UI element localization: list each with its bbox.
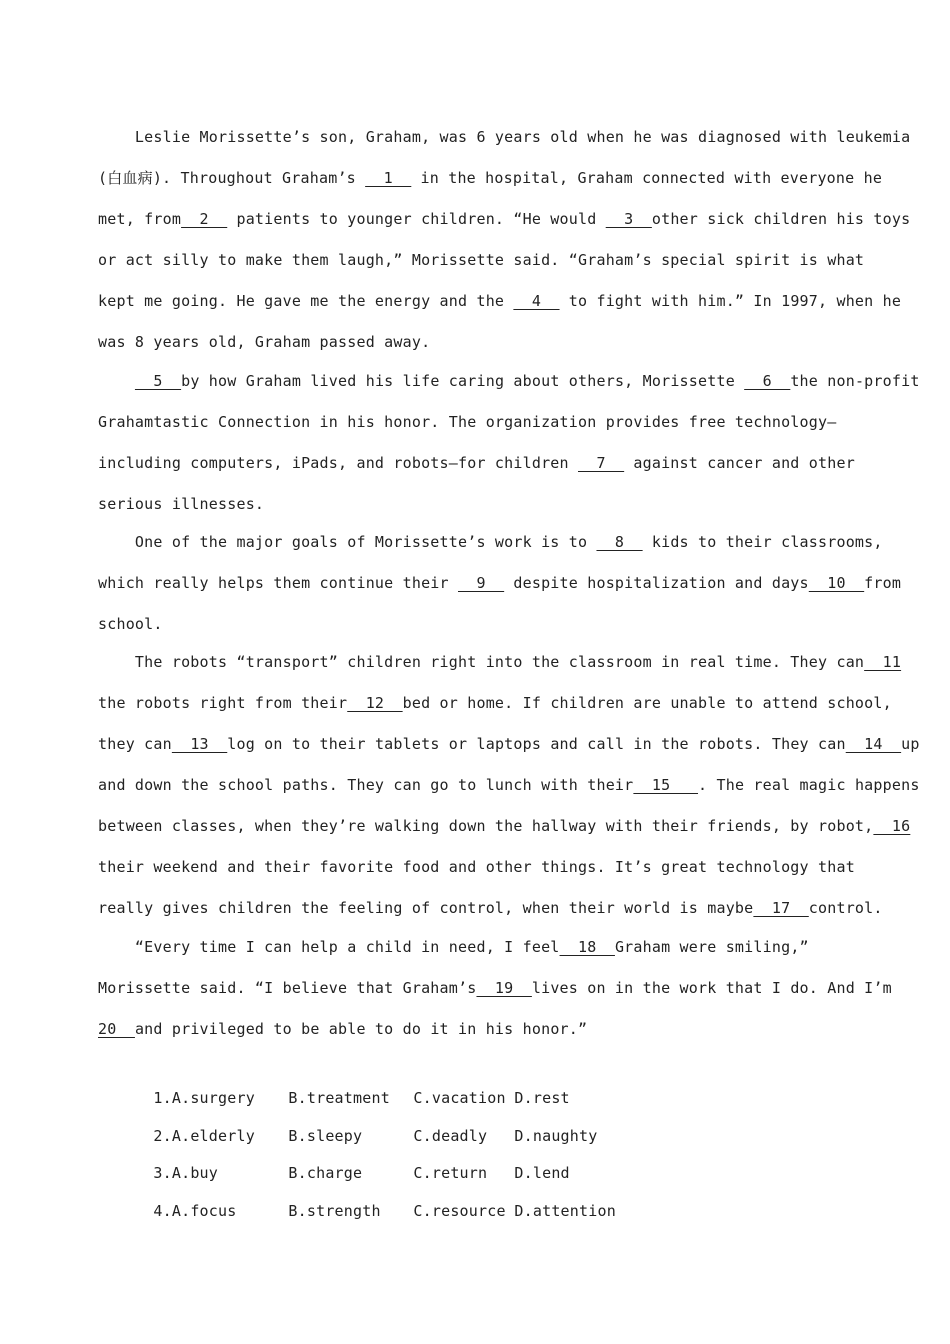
- text-line: [98, 443, 855, 484]
- option-d: D.attention: [514, 1201, 616, 1220]
- option-b: B.strength: [288, 1201, 381, 1220]
- text-segment: One of the major goals of Morissette’s work is to: [98, 533, 597, 551]
- text-segment: or act silly to make them laugh,” Morissette said. “Graham’s special spirit is what: [98, 251, 865, 269]
- option-a: 3.A.buy: [153, 1164, 219, 1182]
- answer-blank: 3: [605, 210, 652, 228]
- text-line: [98, 1009, 846, 1050]
- text-line: [98, 968, 892, 1009]
- text-segment: Leslie Morissette’s son, Graham, was 6 years old when he was diagnosed with leukemia: [98, 128, 911, 146]
- text-segment: against cancer and other: [624, 454, 855, 472]
- text-segment: lives on in the work that I do. And I’m: [531, 979, 892, 997]
- answer-blank: 8: [596, 533, 643, 551]
- text-segment: . The real magic happens: [698, 776, 920, 794]
- text-line: [98, 199, 911, 240]
- answer-blank: 17: [753, 899, 809, 917]
- option-d: D.lend: [514, 1164, 570, 1182]
- answer-blank: 9: [458, 574, 505, 592]
- answer-blank: 6: [744, 372, 791, 390]
- text-segment: “Every time I can help a child in need, I feel: [98, 938, 560, 956]
- paragraph-5: [98, 927, 892, 1050]
- text-segment: patients to younger children. “He would: [227, 210, 606, 228]
- option-d: D.naughty: [514, 1126, 598, 1145]
- text-line: [98, 240, 865, 281]
- text-line: [98, 117, 911, 158]
- text-segment: kept me going. He gave me the energy and the: [98, 292, 514, 310]
- text-segment: by how Graham lived his life caring about others, Morissette: [181, 372, 745, 390]
- answer-blank: 19: [476, 979, 532, 997]
- question-number: 3.: [153, 1164, 172, 1182]
- text-line: [98, 888, 883, 929]
- text-segment: and down the school paths. They can go to lunch with their: [98, 776, 634, 794]
- text-segment: log on to their tablets or laptops and call in the robots. They can: [227, 735, 846, 753]
- answer-blank: 15: [633, 776, 699, 794]
- text-segment: between classes, when they’re walking down the hallway with their friends, by robot,: [98, 817, 874, 835]
- text-segment: despite hospitalization and days: [504, 574, 809, 592]
- option-a: 1.A.surgery: [153, 1089, 255, 1107]
- text-segment: which really helps them continue their: [98, 574, 458, 592]
- text-segment: Morissette said. “I believe that Graham’s: [98, 979, 477, 997]
- option-a: 4.A.focus: [153, 1201, 237, 1220]
- text-line: [98, 642, 902, 683]
- answer-blank: 2: [181, 210, 228, 228]
- answer-blank: 18: [559, 938, 615, 956]
- paragraph-2: [98, 361, 920, 525]
- text-segment: in the hospital, Graham connected with everyone he: [411, 169, 883, 187]
- text-segment: their weekend and their favorite food and other things. It’s great technology that: [98, 858, 855, 876]
- text-line: [98, 683, 892, 724]
- text-segment: up: [901, 735, 920, 753]
- text-line: [98, 724, 920, 765]
- text-line: [98, 322, 846, 363]
- text-segment: really gives children the feeling of control, when their world is maybe: [98, 899, 754, 917]
- option-b: B.sleepy: [288, 1126, 363, 1145]
- text-segment: from: [864, 574, 902, 592]
- text-segment: Graham were smiling,”: [614, 938, 809, 956]
- text-segment: the non-profit: [790, 372, 920, 390]
- text-segment: the robots right from their: [98, 694, 348, 712]
- answer-blank: 11: [864, 653, 902, 671]
- text-line: [98, 927, 846, 968]
- text-line: [98, 158, 883, 199]
- answer-blank: 20: [98, 1020, 135, 1038]
- answer-options: [98, 1053, 846, 1220]
- answer-blank: 10: [808, 574, 865, 592]
- text-segment: The robots “transport” children right into the classroom in real time. They can: [98, 653, 865, 671]
- answer-blank: 1: [365, 169, 412, 187]
- answer-blank: 12: [347, 694, 403, 712]
- text-line: [98, 604, 846, 645]
- text-segment: school.: [98, 615, 163, 633]
- answer-blank: 5: [134, 372, 182, 390]
- text-segment: control.: [808, 899, 883, 917]
- text-segment: including computers, iPads, and robots—for children: [98, 454, 578, 472]
- text-line: [98, 563, 902, 604]
- option-d: D.rest: [514, 1089, 570, 1107]
- text-line: [98, 765, 920, 806]
- text-line: [98, 402, 846, 443]
- text-segment: to fight with him.” In 1997, when he: [559, 292, 902, 310]
- text-line: [98, 847, 855, 888]
- option-a: 2.A.elderly: [153, 1126, 255, 1145]
- answer-blank: 14: [845, 735, 902, 753]
- paragraph-4: [98, 642, 920, 929]
- option-c: C.deadly: [413, 1126, 488, 1145]
- text-line: [98, 361, 920, 402]
- option-c: C.resource: [413, 1201, 506, 1220]
- text-line: [98, 281, 902, 322]
- option-c: C.vacation: [413, 1089, 506, 1107]
- text-segment: (白血病). Throughout Graham’s: [98, 169, 366, 187]
- text-segment: was 8 years old, Graham passed away.: [98, 333, 431, 351]
- option-c: C.return: [413, 1164, 488, 1182]
- answer-blank: 7: [578, 454, 625, 472]
- text-line: [98, 806, 911, 847]
- paragraph-1: [98, 117, 911, 363]
- text-segment: kids to their classrooms,: [642, 533, 883, 551]
- answer-blank: 13: [171, 735, 228, 753]
- text-segment: Grahamtastic Connection in his honor. The organization provides free technology—: [98, 413, 837, 431]
- question-number: 4.: [153, 1201, 172, 1220]
- text-segment: other sick children his toys: [651, 210, 911, 228]
- answer-blank: 16: [873, 817, 911, 835]
- paragraph-3: [98, 522, 902, 645]
- option-row: [98, 1053, 846, 1107]
- text-segment: they can: [98, 735, 172, 753]
- question-number: 2.: [153, 1126, 172, 1145]
- text-segment: and privileged to be able to do it in his honor.”: [134, 1020, 588, 1038]
- text-segment: met, from: [98, 210, 182, 228]
- option-b: B.charge: [288, 1164, 363, 1182]
- answer-blank: 4: [513, 292, 560, 310]
- text-line: [98, 522, 883, 563]
- text-segment: [98, 372, 135, 390]
- question-number: 1.: [153, 1089, 172, 1107]
- option-b: B.treatment: [288, 1089, 390, 1107]
- text-line: [98, 484, 846, 525]
- text-segment: bed or home. If children are unable to attend school,: [402, 694, 892, 712]
- text-segment: serious illnesses.: [98, 495, 265, 513]
